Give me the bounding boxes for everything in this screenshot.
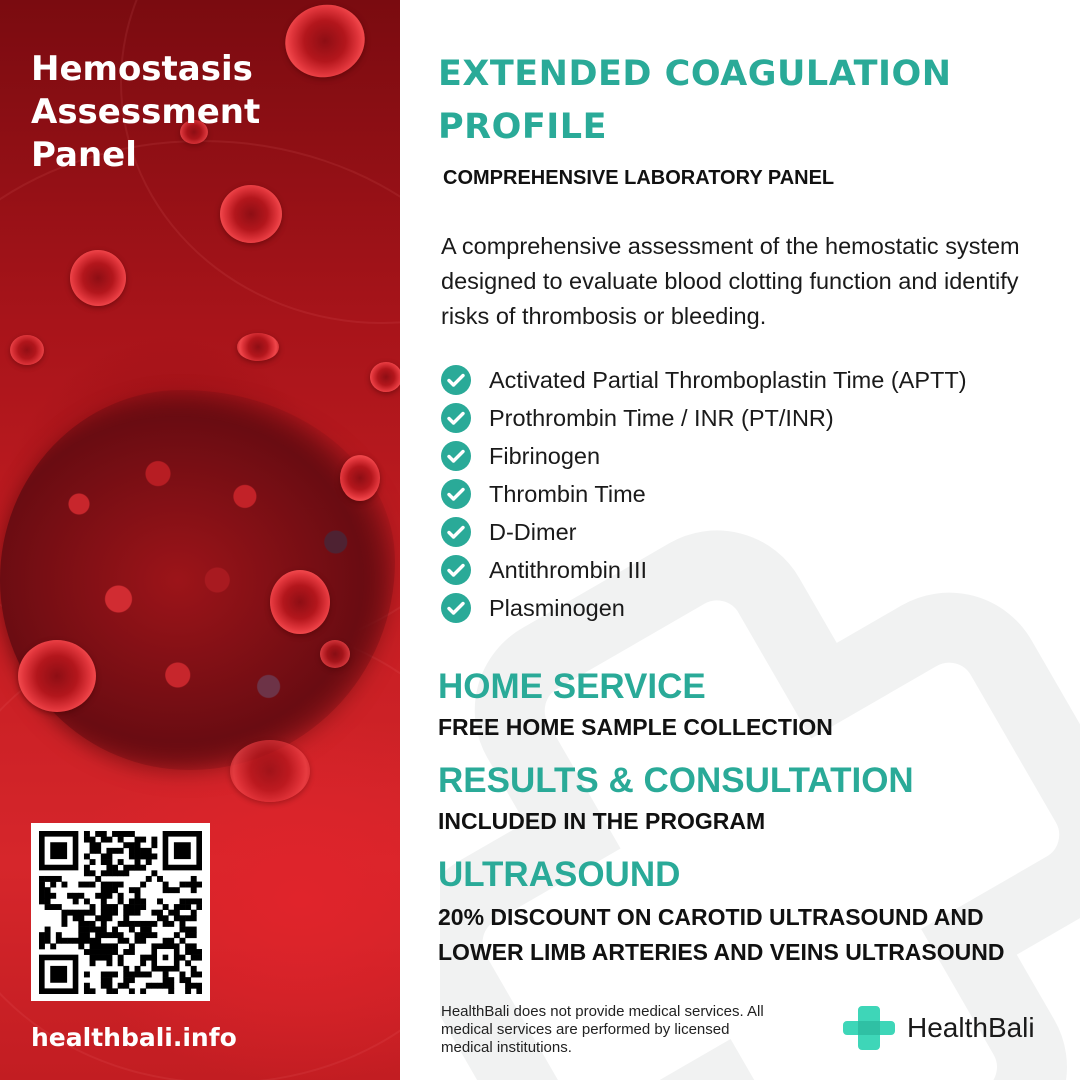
test-name: Prothrombin Time / INR (PT/INR): [489, 405, 834, 431]
red-blood-cell: [220, 185, 282, 243]
list-item: [441, 361, 967, 399]
test-list: [441, 361, 967, 627]
qr-code[interactable]: [31, 823, 210, 1001]
test-name: Antithrombin III: [489, 557, 648, 583]
medical-cross-icon: [843, 1003, 895, 1053]
check-circle-icon: [441, 441, 471, 471]
red-blood-cell: [10, 335, 44, 365]
list-item: [441, 475, 967, 513]
list-item: [441, 589, 967, 627]
list-item: [441, 437, 967, 475]
home-service-heading: HOME SERVICE: [438, 667, 706, 706]
check-circle-icon: [441, 403, 471, 433]
list-item: [441, 399, 967, 437]
red-blood-cell: [370, 362, 400, 392]
test-name: Plasminogen: [489, 595, 625, 621]
brand-name: HealthBali: [907, 1012, 1035, 1043]
red-blood-cell: [230, 740, 310, 802]
test-name: Thrombin Time: [489, 481, 646, 507]
blood-clot-image-panel: [0, 0, 400, 1080]
page-subtitle: COMPREHENSIVE LABORATORY PANEL: [443, 167, 835, 189]
results-text: INCLUDED IN THE PROGRAM: [438, 808, 766, 834]
results-heading: RESULTS & CONSULTATION: [438, 761, 914, 800]
check-circle-icon: [441, 555, 471, 585]
ultrasound-text: 20% DISCOUNT ON CAROTID ULTRASOUND AND LOWER LIMB ARTERIES AND VEINS ULTRASOUND: [438, 904, 1005, 965]
red-blood-cell: [237, 333, 279, 361]
red-blood-cell: [320, 640, 350, 668]
ultrasound-heading: ULTRASOUND: [438, 855, 681, 894]
home-service-text: FREE HOME SAMPLE COLLECTION: [438, 714, 833, 740]
test-name: D-Dimer: [489, 519, 577, 545]
check-circle-icon: [441, 593, 471, 623]
list-item: [441, 513, 967, 551]
website-link[interactable]: healthbali.info: [31, 1023, 237, 1052]
page-title: EXTENDED COAGULATION PROFILE: [438, 54, 952, 147]
check-circle-icon: [441, 365, 471, 395]
red-blood-cell: [340, 455, 380, 501]
test-name: Activated Partial Thromboplastin Time (APTT): [489, 367, 967, 393]
disclaimer: HealthBali does not provide medical services. All medical services are performed by licensed medical institutions.: [441, 1003, 764, 1056]
test-name: Fibrinogen: [489, 443, 601, 469]
brand-logo[interactable]: [843, 1003, 1035, 1053]
check-circle-icon: [441, 479, 471, 509]
red-blood-cell: [70, 250, 126, 306]
panel-description: A comprehensive assessment of the hemostatic system designed to evaluate blood clotting function and identify risks of thrombosis or bleeding.: [441, 233, 1020, 329]
panel-title: Hemostasis Assessment Panel: [31, 49, 261, 175]
red-blood-cell: [270, 570, 330, 634]
check-circle-icon: [441, 517, 471, 547]
list-item: [441, 551, 967, 589]
red-blood-cell: [18, 640, 96, 712]
qr-code-icon: [39, 831, 202, 994]
